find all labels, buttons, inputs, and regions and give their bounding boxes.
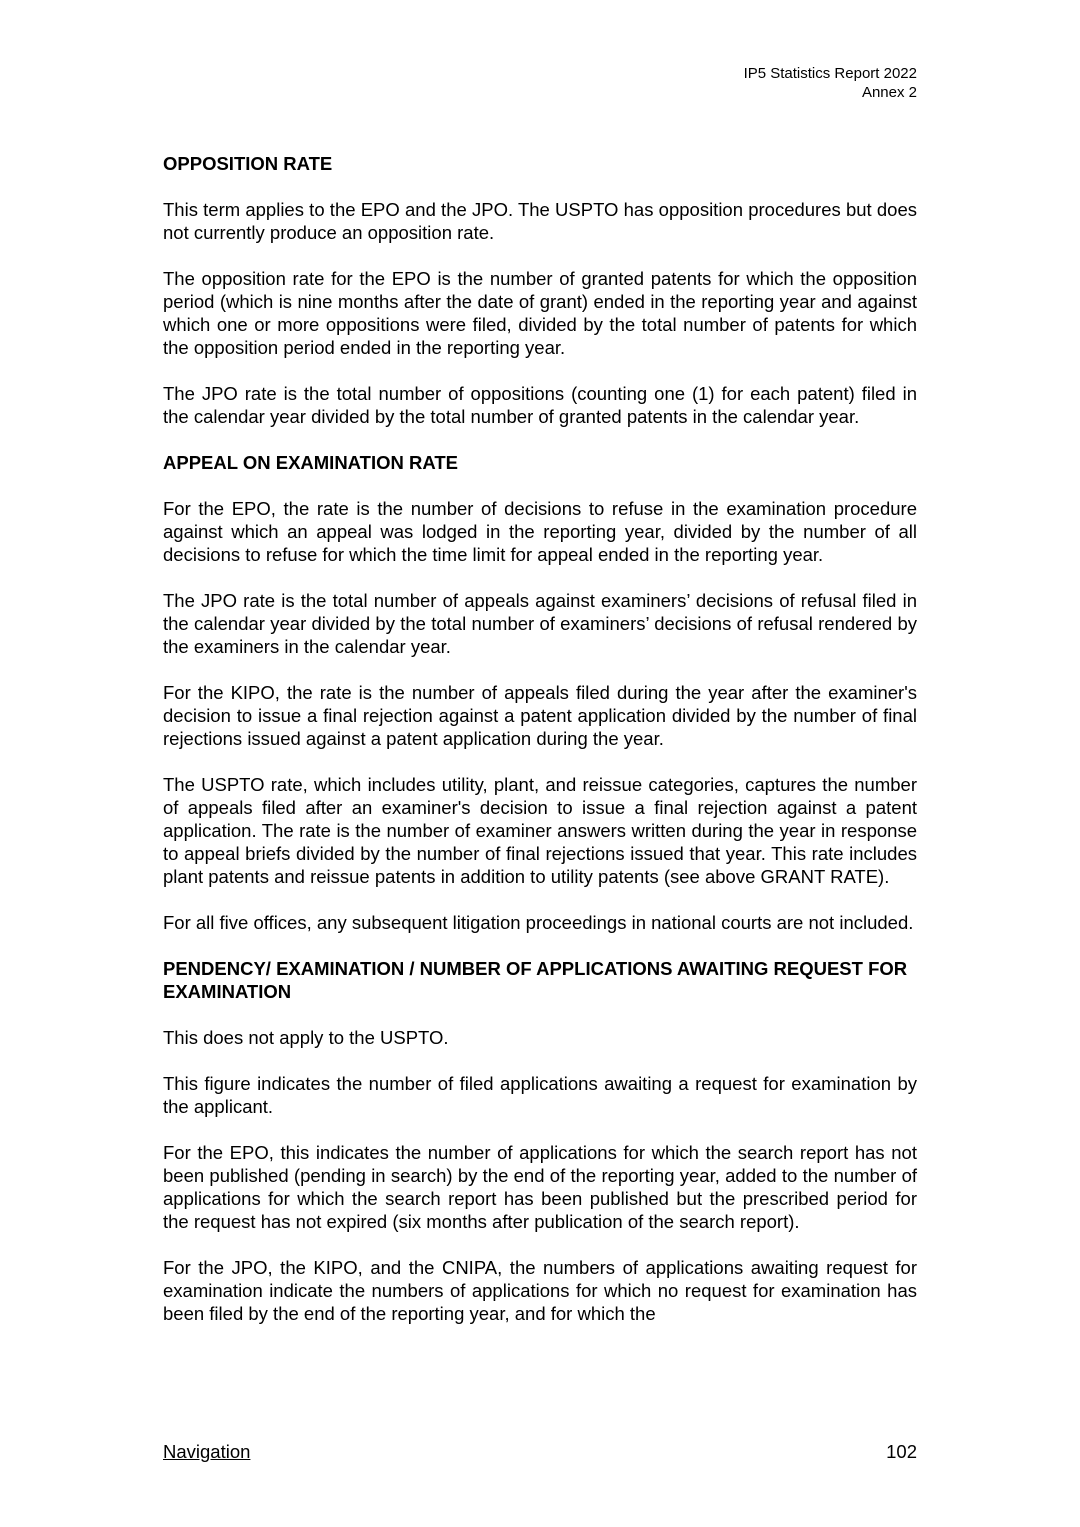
navigation-link[interactable]: Navigation — [163, 1441, 251, 1462]
paragraph: This figure indicates the number of filed applications awaiting a request for examination by the applicant. — [163, 1073, 917, 1117]
annex-label: Annex 2 — [861, 84, 917, 101]
paragraph: For all five offices, any subsequent litigation proceedings in national courts are not included. — [163, 912, 914, 933]
page-number: 102 — [886, 1441, 917, 1462]
page-header — [744, 64, 917, 102]
paragraph: The USPTO rate, which includes utility, plant, and reissue categories, captures the number of appeals filed after an examiner's decision to issue a final rejection against a patent application. The rate is the number of examiner answers written during the year in response to appeal briefs divided by the number of final rejections issued that year. This rate includes plant patents and reissue patents in addition to utility patents (see above GRANT RATE). — [163, 774, 917, 887]
paragraph: For the KIPO, the rate is the number of appeals filed during the year after the examiner's decision to issue a final rejection against a patent application divided by the number of final rejections issued against a patent application during the year. — [163, 682, 917, 749]
paragraph: This does not apply to the USPTO. — [163, 1027, 449, 1048]
paragraph: For the EPO, the rate is the number of decisions to refuse in the examination procedure against which an appeal was lodged in the reporting year, divided by the number of all decisions to refuse for which the time limit for appeal ended in the reporting year. — [163, 498, 917, 565]
section-heading-opposition-rate: OPPOSITION RATE — [163, 153, 333, 174]
report-title: IP5 Statistics Report 2022 — [743, 65, 917, 82]
paragraph: For the EPO, this indicates the number of applications for which the search report has not been published (pending in search) by the end of the reporting year, added to the number of applications for which the search report has been published but the prescribed period for the request has not expired (six months after publication of the search report). — [163, 1142, 917, 1232]
section-heading-pendency: PENDENCY/ EXAMINATION / NUMBER OF APPLICATIONS AWAITING REQUEST FOR EXAMINATION — [163, 958, 908, 1002]
section-heading-appeal-rate: APPEAL ON EXAMINATION RATE — [163, 452, 458, 473]
page-footer — [163, 1440, 917, 1463]
paragraph: The JPO rate is the total number of oppositions (counting one (1) for each patent) filed in the calendar year divided by the total number of granted patents in the calendar year. — [163, 383, 917, 427]
paragraph: For the JPO, the KIPO, and the CNIPA, the numbers of applications awaiting request for examination indicate the numbers of applications for which no request for examination has been filed by the end of the reporting year, and for which the — [163, 1257, 917, 1324]
paragraph: The opposition rate for the EPO is the number of granted patents for which the opposition period (which is nine months after the date of grant) ended in the reporting year and against which one or more oppositions were filed, divided by the total number of patents for which the opposition period ended in the reporting year. — [163, 268, 917, 358]
document-body — [163, 152, 917, 1348]
paragraph: This term applies to the EPO and the JPO. The USPTO has opposition procedures but does not currently produce an opposition rate. — [163, 199, 917, 243]
paragraph: The JPO rate is the total number of appeals against examiners’ decisions of refusal filed in the calendar year divided by the total number of examiners’ decisions of refusal rendered by the examiners in the calendar year. — [163, 590, 917, 657]
